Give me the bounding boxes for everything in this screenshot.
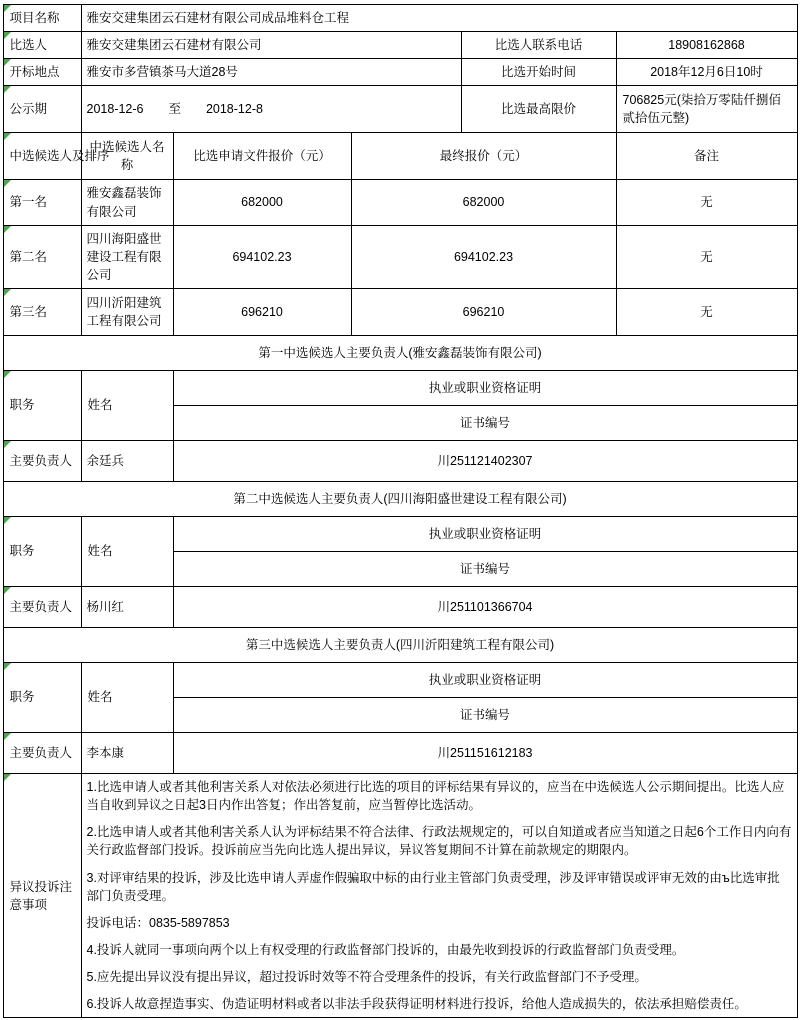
candidates-col-name: 中选候选人名称 xyxy=(81,133,173,180)
candidate-remark: 无 xyxy=(616,180,797,225)
candidate-name: 雅安鑫磊装饰有限公司 xyxy=(81,180,173,225)
candidate-name: 四川海阳盛世建设工程有限公司 xyxy=(81,225,173,288)
open-place-label: 开标地点 xyxy=(3,59,81,86)
person-name-label: 姓名 xyxy=(81,517,173,587)
publicity-period-value xyxy=(81,86,461,133)
publicity-period-label: 公示期 xyxy=(3,86,81,133)
candidates-rank-header: 中选候选人及排序 xyxy=(3,133,81,180)
table-row xyxy=(3,180,797,225)
publicity-from: 2018-12-6 xyxy=(86,102,144,117)
bidder-phone-value: 18908162868 xyxy=(616,32,797,59)
candidates-col-remark: 备注 xyxy=(616,133,797,180)
candidate-remark: 无 xyxy=(616,289,797,336)
table-row xyxy=(3,628,797,663)
note-item: 1.比选申请人或者其他利害关系人对依法必须进行比选的项目的评标结果有异议的，应当在中选候选人公示期间提出。比选人应当自收到异议之日起3日内作出答复；作出答复前，应当暂停比选活动。 xyxy=(86,780,785,813)
table-row xyxy=(3,441,797,482)
person-cert-no-value: 川251121402307 xyxy=(173,441,797,482)
table-row xyxy=(3,59,797,86)
table-row xyxy=(3,663,797,698)
max-price-label: 比选最高限价 xyxy=(461,86,616,133)
person-cert-no-label: 证书编号 xyxy=(173,552,797,587)
table-row xyxy=(3,32,797,59)
person-post-label: 职务 xyxy=(3,371,81,441)
table-row xyxy=(3,225,797,288)
person-section-title: 第一中选候选人主要负责人(雅安鑫磊装饰有限公司) xyxy=(3,336,797,371)
bid-result-table xyxy=(3,4,798,1018)
person-cert-no-value: 川251151612183 xyxy=(173,733,797,774)
table-row xyxy=(3,86,797,133)
person-section-title: 第三中选候选人主要负责人(四川沂阳建筑工程有限公司) xyxy=(3,628,797,663)
person-post-value: 主要负责人 xyxy=(3,587,81,628)
notes-content xyxy=(81,774,797,1018)
candidate-name: 四川沂阳建筑工程有限公司 xyxy=(81,289,173,336)
start-time-value: 2018年12月6日10时 xyxy=(616,59,797,86)
notes-label: 异议投诉注意事项 xyxy=(3,774,81,1018)
person-cert-label: 执业或职业资格证明 xyxy=(173,517,797,552)
project-name-label: 项目名称 xyxy=(3,5,81,32)
table-row xyxy=(3,774,797,1018)
candidate-final-price: 696210 xyxy=(351,289,616,336)
note-item: 2.比选申请人或者其他利害关系人认为评标结果不符合法律、行政法规规定的，可以自知道或者应当知道之日起6个工作日内向有关行政监督部门投诉。投诉前应当先向比选人提出异议，异议答复期间不计算在前款规定的期限内。 xyxy=(86,825,792,858)
table-row xyxy=(3,133,797,180)
person-name-value: 余廷兵 xyxy=(81,441,173,482)
candidate-final-price: 694102.23 xyxy=(351,225,616,288)
publicity-to: 2018-12-8 xyxy=(205,102,263,117)
person-cert-no-label: 证书编号 xyxy=(173,698,797,733)
candidate-rank: 第一名 xyxy=(3,180,81,225)
person-name-value: 杨川红 xyxy=(81,587,173,628)
bidder-value: 雅安交建集团云石建材有限公司 xyxy=(81,32,461,59)
candidate-apply-price: 696210 xyxy=(173,289,351,336)
table-row xyxy=(3,336,797,371)
candidates-col-final-price: 最终报价（元） xyxy=(351,133,616,180)
max-price-value: 706825元(柒拾万零陆仟捌佰贰拾伍元整) xyxy=(616,86,797,133)
note-item: 6.投诉人故意捏造事实、伪造证明材料或者以非法手段获得证明材料进行投诉，给他人造成损失的，依法承担赔偿责任。 xyxy=(86,997,747,1012)
person-cert-label: 执业或职业资格证明 xyxy=(173,371,797,406)
person-post-label: 职务 xyxy=(3,663,81,733)
table-row xyxy=(3,517,797,552)
candidate-rank: 第二名 xyxy=(3,225,81,288)
person-cert-no-value: 川251101366704 xyxy=(173,587,797,628)
person-post-label: 职务 xyxy=(3,517,81,587)
table-row xyxy=(3,482,797,517)
candidate-rank: 第三名 xyxy=(3,289,81,336)
candidate-remark: 无 xyxy=(616,225,797,288)
publicity-separator: 至 xyxy=(168,102,181,117)
note-item: 3.对评审结果的投诉，涉及比选申请人弄虚作假骗取中标的由行业主管部门负责受理，涉及评审错误或评审无效的由ъ比选审批部门负责受理。 xyxy=(86,870,780,903)
person-name-label: 姓名 xyxy=(81,371,173,441)
bidder-phone-label: 比选人联系电话 xyxy=(461,32,616,59)
bidder-label: 比选人 xyxy=(3,32,81,59)
open-place-value: 雅安市多营镇茶马大道28号 xyxy=(81,59,461,86)
candidates-col-apply-price: 比选申请文件报价（元） xyxy=(173,133,351,180)
table-row xyxy=(3,587,797,628)
person-name-value: 李本康 xyxy=(81,733,173,774)
start-time-label: 比选开始时间 xyxy=(461,59,616,86)
project-name-value: 雅安交建集团云石建材有限公司成品堆料仓工程 xyxy=(81,5,797,32)
person-post-value: 主要负责人 xyxy=(3,733,81,774)
person-cert-label: 执业或职业资格证明 xyxy=(173,663,797,698)
note-item: 4.投诉人就同一事项向两个以上有权受理的行政监督部门投诉的，由最先收到投诉的行政监督部门负责受理。 xyxy=(86,942,685,957)
table-row xyxy=(3,733,797,774)
table-row xyxy=(3,371,797,406)
person-post-value: 主要负责人 xyxy=(3,441,81,482)
candidate-apply-price: 682000 xyxy=(173,180,351,225)
person-cert-no-label: 证书编号 xyxy=(173,406,797,441)
table-row xyxy=(3,289,797,336)
candidate-apply-price: 694102.23 xyxy=(173,225,351,288)
note-complaint-phone: 投诉电话：0835-5897853 xyxy=(86,915,230,930)
candidate-final-price: 682000 xyxy=(351,180,616,225)
note-item: 5.应先提出异议没有提出异议，超过投诉时效等不符合受理条件的投诉，有关行政监督部门不予受理。 xyxy=(86,970,647,984)
table-row xyxy=(3,5,797,32)
person-name-label: 姓名 xyxy=(81,663,173,733)
person-section-title: 第二中选候选人主要负责人(四川海阳盛世建设工程有限公司) xyxy=(3,482,797,517)
